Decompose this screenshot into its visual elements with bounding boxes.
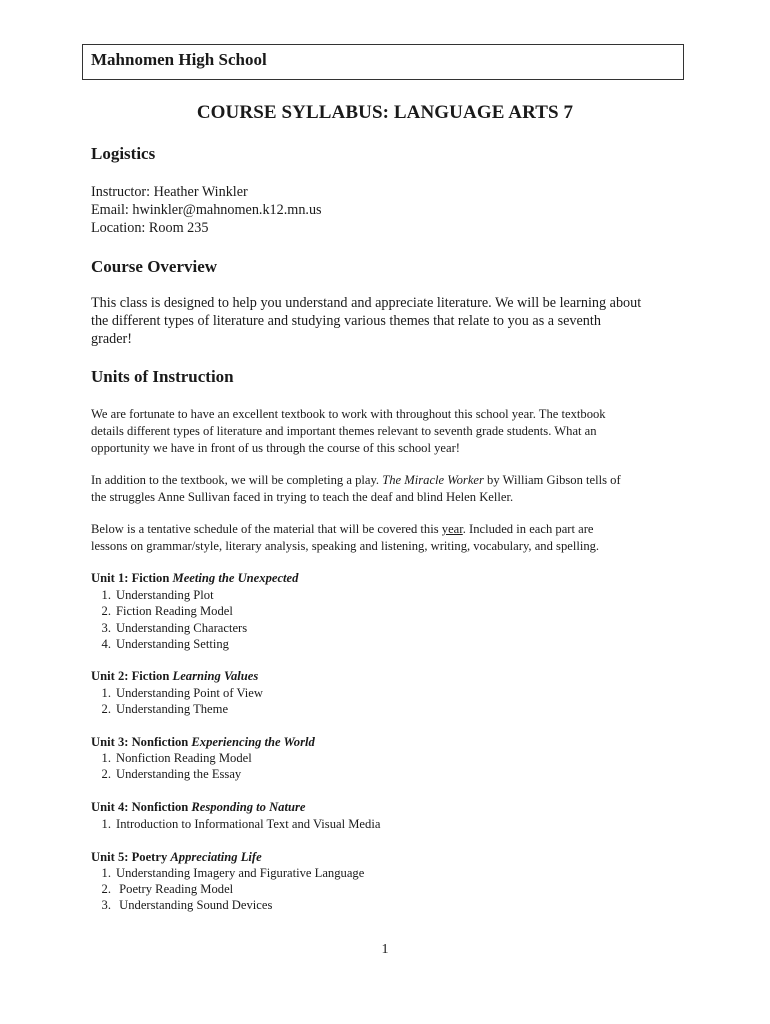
play-para-line: the struggles Anne Sullivan faced in trying to teach the deaf and blind Helen Keller.	[91, 490, 514, 504]
overview-line: grader!	[91, 331, 132, 347]
page-number: 1	[381, 942, 389, 957]
unit-5-heading: Unit 5: Poetry Appreciating Life	[91, 850, 262, 864]
location-line: Location: Room 235	[91, 220, 209, 236]
overview-line: the different types of literature and studying various themes that relate to you as a seventh	[91, 313, 601, 329]
school-name: Mahnomen High School	[91, 50, 267, 69]
schedule-para-line: lessons on grammar/style, literary analysis, speaking and listening, writing, vocabulary, and spelling.	[91, 539, 600, 553]
schedule-para-line: Below is a tentative schedule of the material that will be covered this year. Included in each part are	[91, 522, 594, 536]
unit-3-heading: Unit 3: Nonfiction Experiencing the World	[91, 735, 315, 749]
logistics-heading: Logistics	[91, 144, 156, 163]
play-title: The Miracle Worker	[382, 473, 484, 487]
units-para-line: We are fortunate to have an excellent textbook to work with throughout this school year. The textbook	[91, 407, 606, 421]
play-para-line: In addition to the textbook, we will be completing a play. The Miracle Worker by William Gibson tells of	[91, 473, 621, 487]
unit-2-heading: Unit 2: Fiction Learning Values	[91, 669, 259, 683]
document-title: COURSE SYLLABUS: LANGUAGE ARTS 7	[196, 102, 574, 123]
email-line: Email: hwinkler@mahnomen.k12.mn.us	[91, 202, 322, 218]
units-para-line: opportunity we have in front of us through the course of this school year!	[91, 441, 460, 455]
instructor-line: Instructor: Heather Winkler	[91, 184, 248, 200]
overview-line: This class is designed to help you understand and appreciate literature. We will be learning about	[91, 295, 642, 311]
units-heading: Units of Instruction	[91, 367, 234, 386]
school-name-box	[82, 44, 684, 80]
unit-4-heading: Unit 4: Nonfiction Responding to Nature	[91, 800, 306, 814]
overview-heading: Course Overview	[91, 257, 218, 276]
unit-1-heading: Unit 1: Fiction Meeting the Unexpected	[91, 571, 299, 585]
units-para-line: details different types of literature and important themes relevant to seventh grade students. What an	[91, 424, 597, 438]
underlined-year: year	[441, 522, 463, 536]
